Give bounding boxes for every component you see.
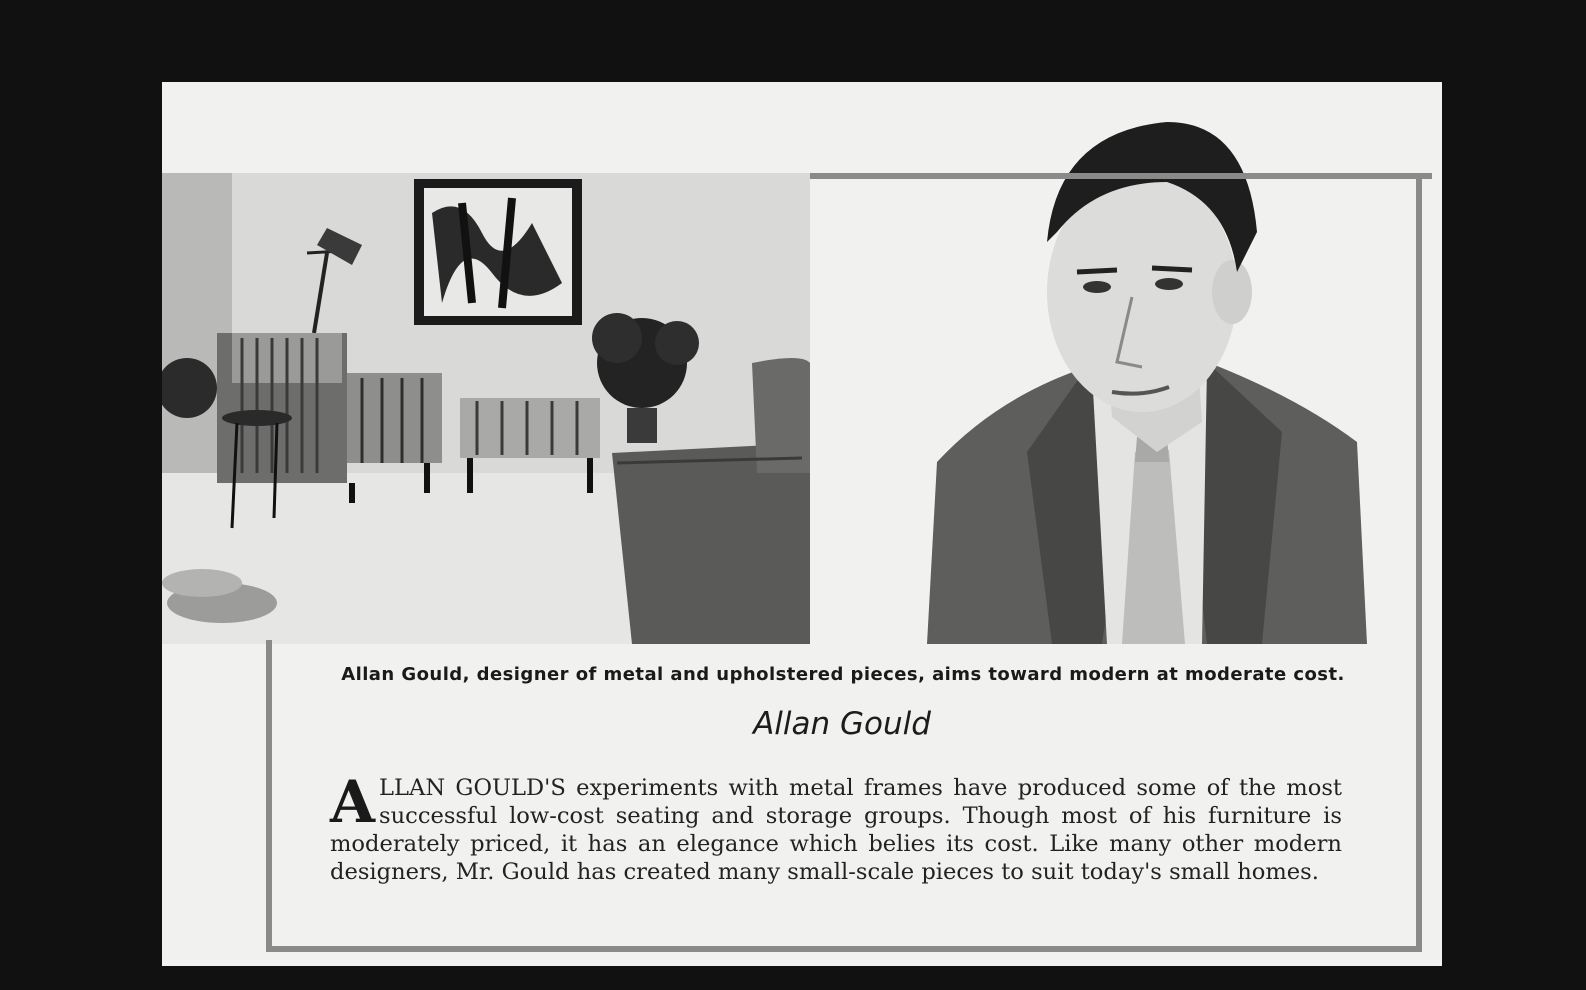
frame-bottom-border	[266, 946, 1422, 952]
magazine-page	[162, 82, 1442, 966]
drop-cap: A	[330, 768, 376, 836]
man-portrait-photo	[907, 122, 1377, 644]
article-body	[330, 768, 1342, 886]
frame-right-border	[1416, 173, 1422, 952]
frame-left-border	[266, 640, 272, 952]
article-text: LLAN GOULD'S experiments with metal frames have produced some of the most successful low-cost seating and storage groups. Though most of his furniture is moderately priced, it has an elegance which belies its cost. Like many other modern designers, Mr. Gould has created many small-scale pieces to suit today's small homes.	[330, 775, 1342, 885]
frame-top-border	[810, 173, 1432, 179]
article-heading: Allan Gould	[753, 706, 931, 742]
photo-caption: Allan Gould, designer of metal and upholstered pieces, aims toward modern at moderate cost.	[341, 664, 1345, 685]
living-room-photo	[162, 173, 810, 644]
